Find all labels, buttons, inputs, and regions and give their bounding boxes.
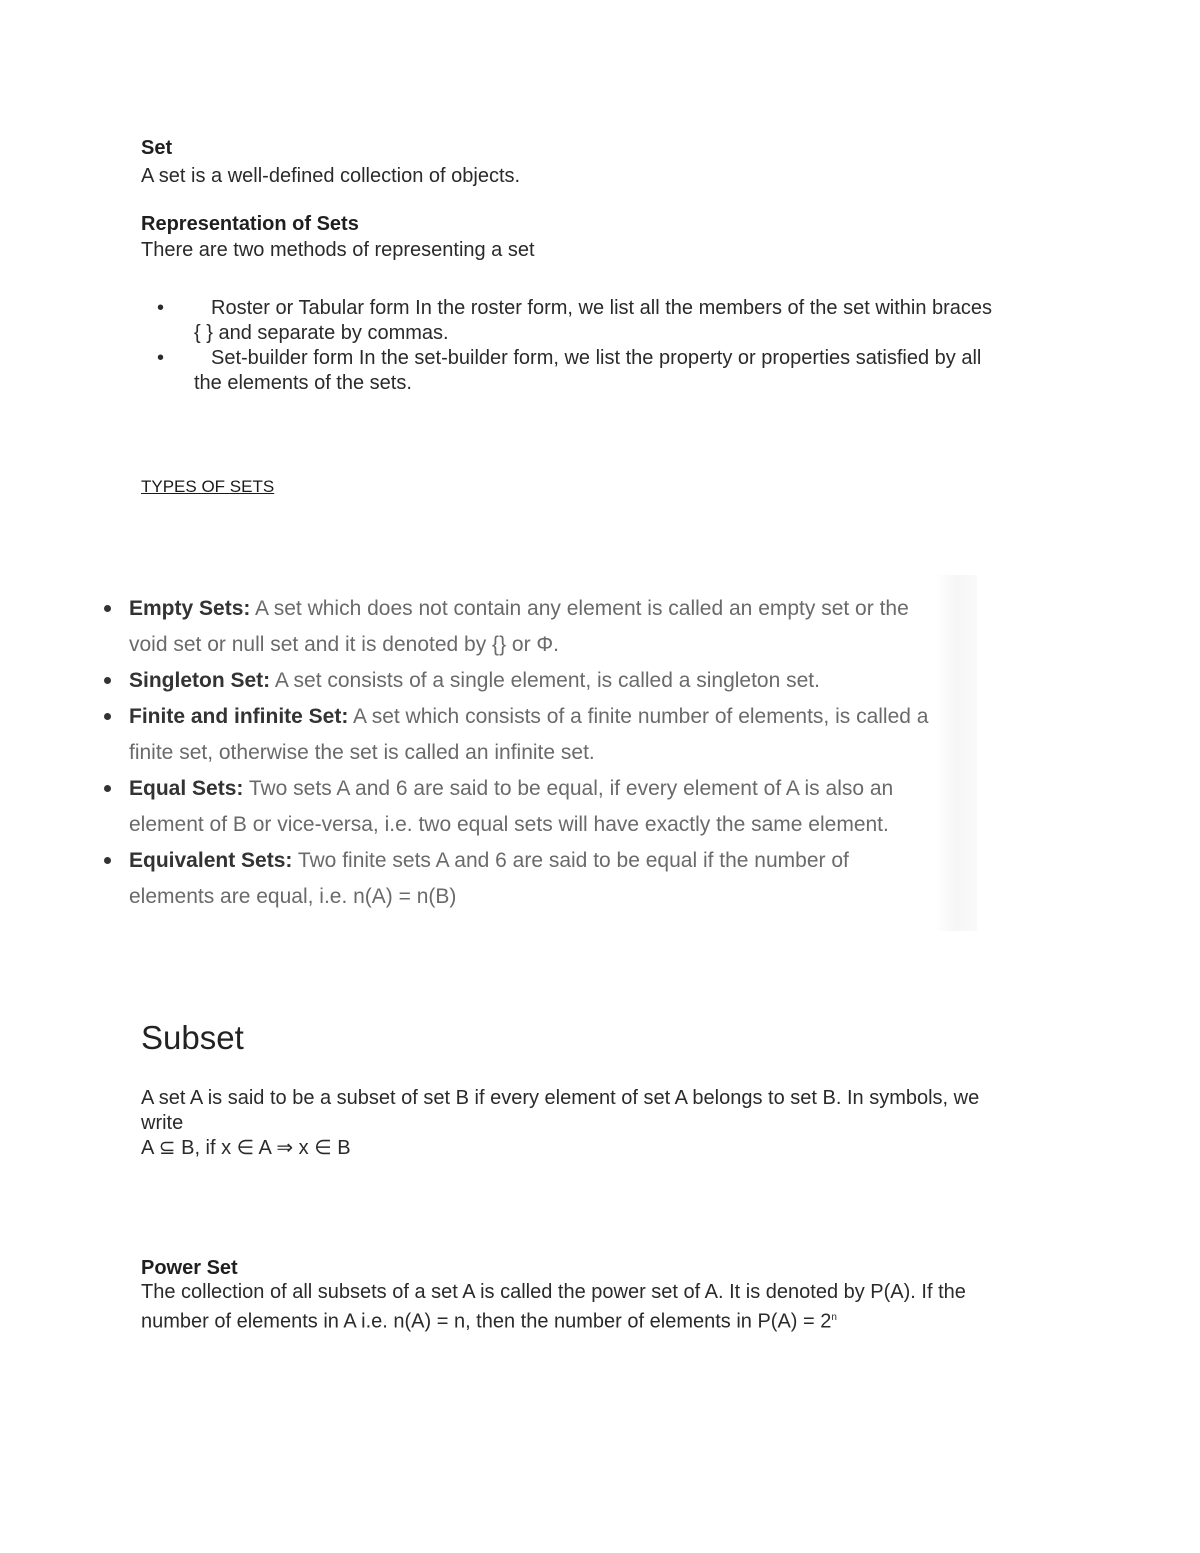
types-description: A set which does not contain any element is called an empty set or the bbox=[250, 597, 909, 620]
subset-line: A set A is said to be a subset of set B if every element of set A belongs to set B. In symbols, we bbox=[141, 1087, 980, 1109]
bullet-dot-icon bbox=[104, 677, 111, 684]
subset-heading: Subset bbox=[141, 1019, 244, 1056]
bullet-dot-icon bbox=[104, 785, 111, 792]
power-set-line: number of elements in A i.e. n(A) = n, then the number of elements in P(A) = 2 bbox=[141, 1310, 832, 1333]
power-set-exponent: n bbox=[831, 1312, 837, 1323]
types-description: Two finite sets A and 6 are said to be equal if the number of bbox=[292, 849, 849, 872]
types-item-equal-sets bbox=[100, 771, 960, 843]
types-of-sets-figure bbox=[100, 575, 976, 931]
types-item-equivalent-sets bbox=[100, 843, 960, 915]
power-set-definition bbox=[141, 1280, 1081, 1335]
types-description-cont: finite set, otherwise the set is called an infinite set. bbox=[129, 741, 595, 764]
subset-definition bbox=[141, 1086, 1081, 1161]
types-description: A set consists of a single element, is called a singleton set. bbox=[270, 669, 820, 692]
types-term: Singleton Set: bbox=[129, 669, 271, 692]
types-item-empty-sets bbox=[100, 591, 960, 663]
types-term: Equivalent Sets: bbox=[129, 849, 293, 872]
types-term: Empty Sets: bbox=[129, 597, 251, 620]
representation-item-set-builder bbox=[141, 346, 1071, 396]
types-item-singleton-set bbox=[100, 663, 960, 699]
set-definition: A set is a well-defined collection of objects. bbox=[141, 165, 521, 187]
types-description-cont: void set or null set and it is denoted by {} or Φ. bbox=[129, 633, 560, 656]
types-description: A set which consists of a finite number of elements, is called a bbox=[348, 705, 929, 728]
types-term: Finite and infinite Set: bbox=[129, 705, 349, 728]
bullet-dot-icon bbox=[104, 713, 111, 720]
subset-formula: A ⊆ B, if x ∈ A ⇒ x ∈ B bbox=[141, 1137, 351, 1159]
types-description-cont: elements are equal, i.e. n(A) = n(B) bbox=[129, 885, 457, 908]
bullet-dot-icon bbox=[104, 605, 111, 612]
representation-item-roster bbox=[141, 296, 1071, 346]
representation-item-line: { } and separate by commas. bbox=[194, 322, 449, 344]
set-heading: Set bbox=[141, 137, 173, 159]
power-set-line: The collection of all subsets of a set A is called the power set of A. It is denoted by P(A). If the bbox=[141, 1281, 966, 1303]
representation-item-line: Roster or Tabular form In the roster form, we list all the members of the set within braces bbox=[211, 297, 993, 319]
bullet-icon: • bbox=[157, 297, 165, 319]
types-term: Equal Sets: bbox=[129, 777, 244, 800]
subset-line: write bbox=[141, 1112, 184, 1134]
types-description-cont: element of B or vice-versa, i.e. two equal sets will have exactly the same element. bbox=[129, 813, 889, 836]
representation-intro: There are two methods of representing a set bbox=[141, 239, 535, 261]
power-set-heading: Power Set bbox=[141, 1257, 238, 1279]
representation-item-line: Set-builder form In the set-builder form, we list the property or properties satisfied by all bbox=[211, 347, 982, 369]
types-description: Two sets A and 6 are said to be equal, if every element of A is also an bbox=[243, 777, 894, 800]
representation-item-line: the elements of the sets. bbox=[194, 372, 412, 394]
types-heading: TYPES OF SETS bbox=[141, 477, 275, 496]
bullet-icon: • bbox=[157, 347, 165, 369]
representation-heading: Representation of Sets bbox=[141, 213, 359, 235]
types-item-finite-infinite bbox=[100, 699, 960, 771]
types-list bbox=[100, 591, 960, 915]
representation-list bbox=[141, 296, 1071, 396]
power-set-line-wrap bbox=[141, 1305, 1081, 1335]
bullet-dot-icon bbox=[104, 857, 111, 864]
